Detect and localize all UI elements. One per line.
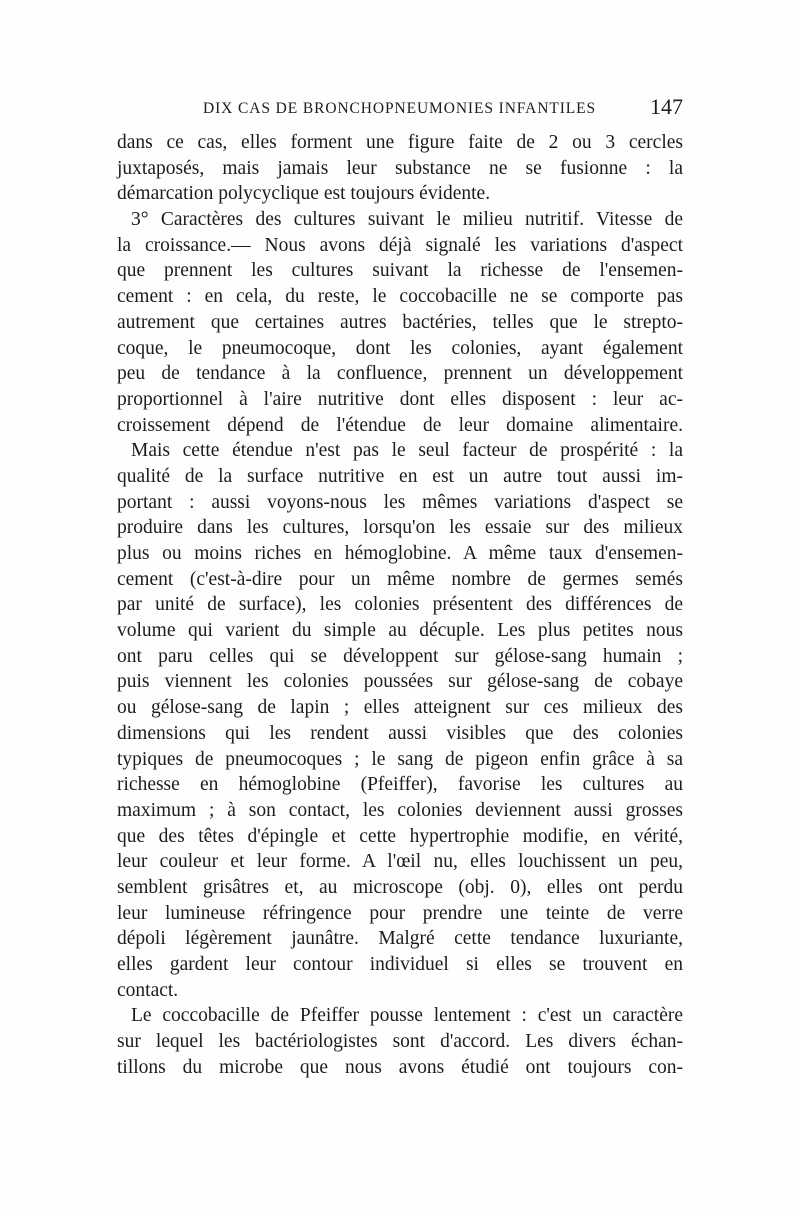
text-line: leur couleur et leur forme. A l'œil nu, elles louchissent un peu, — [117, 851, 683, 873]
text-line: ont paru celles qui se développent sur gélose-sang humain ; — [117, 645, 683, 667]
text-line: plus ou moins riches en hémoglobine. A même taux d'ensemen- — [117, 543, 683, 564]
page-number: 147 — [650, 94, 683, 119]
text-line: leur lumineuse réfringence pour prendre une teinte de verre — [117, 902, 683, 924]
text-line: portant : aussi voyons-nous les mêmes variations d'aspect se — [117, 491, 683, 513]
text-line: démarcation polycyclique est toujours évidente. — [117, 183, 491, 205]
text-line: peu de tendance à la confluence, prennent un développement — [117, 363, 683, 385]
text-line: proportionnel à l'aire nutritive dont elles disposent : leur ac- — [117, 388, 683, 410]
running-head — [117, 96, 683, 126]
text-line: 3° Caractères des cultures suivant le milieu nutritif. Vitesse de — [131, 209, 683, 231]
text-line: que prennent les cultures suivant la richesse de l'ensemen- — [117, 260, 683, 282]
text-line: typiques de pneumocoques ; le sang de pigeon enfin grâce à sa — [117, 748, 683, 770]
text-line: cement : en cela, du reste, le coccobacille ne se comporte pas — [117, 286, 683, 308]
body-text — [117, 130, 683, 1080]
running-title: DIX CAS DE BRONCHOPNEUMONIES INFANTILES — [203, 100, 597, 117]
text-line: maximum ; à son contact, les colonies deviennent aussi grosses — [117, 799, 683, 821]
text-line: la croissance.— Nous avons déjà signalé les variations d'aspect — [117, 234, 683, 256]
text-line: elles gardent leur contour individuel si elles se trouvent en — [117, 954, 683, 975]
text-line: volume qui varient du simple au décuple. Les plus petites nous — [117, 620, 683, 642]
text-line: semblent grisâtres et, au microscope (obj. 0), elles ont perdu — [117, 876, 683, 898]
text-line: qualité de la surface nutritive en est un autre tout aussi im- — [117, 465, 683, 487]
text-line: dépoli légèrement jaunâtre. Malgré cette tendance luxuriante, — [117, 928, 683, 950]
text-line: tillons du microbe que nous avons étudié ont toujours con- — [117, 1056, 683, 1078]
text-line: sur lequel les bactériologistes sont d'accord. Les divers échan- — [117, 1031, 683, 1053]
text-line: dimensions qui les rendent aussi visibles que des colonies — [117, 722, 683, 744]
text-line: cement (c'est-à-dire pour un même nombre de germes semés — [117, 568, 683, 590]
text-line: dans ce cas, elles forment une figure faite de 2 ou 3 cercles — [117, 132, 683, 153]
text-line: produire dans les cultures, lorsqu'on les essaie sur des milieux — [117, 517, 683, 539]
text-line: croissement dépend de l'étendue de leur domaine alimentaire. — [117, 414, 683, 436]
text-line: puis viennent les colonies poussées sur gélose-sang de cobaye — [117, 671, 683, 693]
text-line: Mais cette étendue n'est pas le seul facteur de prospérité : la — [131, 440, 683, 462]
text-line: richesse en hémoglobine (Pfeiffer), favorise les cultures au — [117, 774, 683, 796]
text-line: que des têtes d'épingle et cette hypertrophie modifie, en vérité, — [117, 825, 683, 847]
text-line: contact. — [117, 979, 179, 1001]
text-line: juxtaposés, mais jamais leur substance ne se fusionne : la — [117, 157, 683, 179]
text-line: ou gélose-sang de lapin ; elles atteignent sur ces milieux des — [117, 697, 683, 719]
text-line: autrement que certaines autres bactéries, telles que le strepto- — [117, 311, 683, 333]
text-line: par unité de surface), les colonies présentent des différences de — [117, 594, 683, 616]
text-line: Le coccobacille de Pfeiffer pousse lentement : c'est un caractère — [131, 1005, 683, 1027]
text-line: coque, le pneumocoque, dont les colonies, ayant également — [117, 337, 683, 359]
